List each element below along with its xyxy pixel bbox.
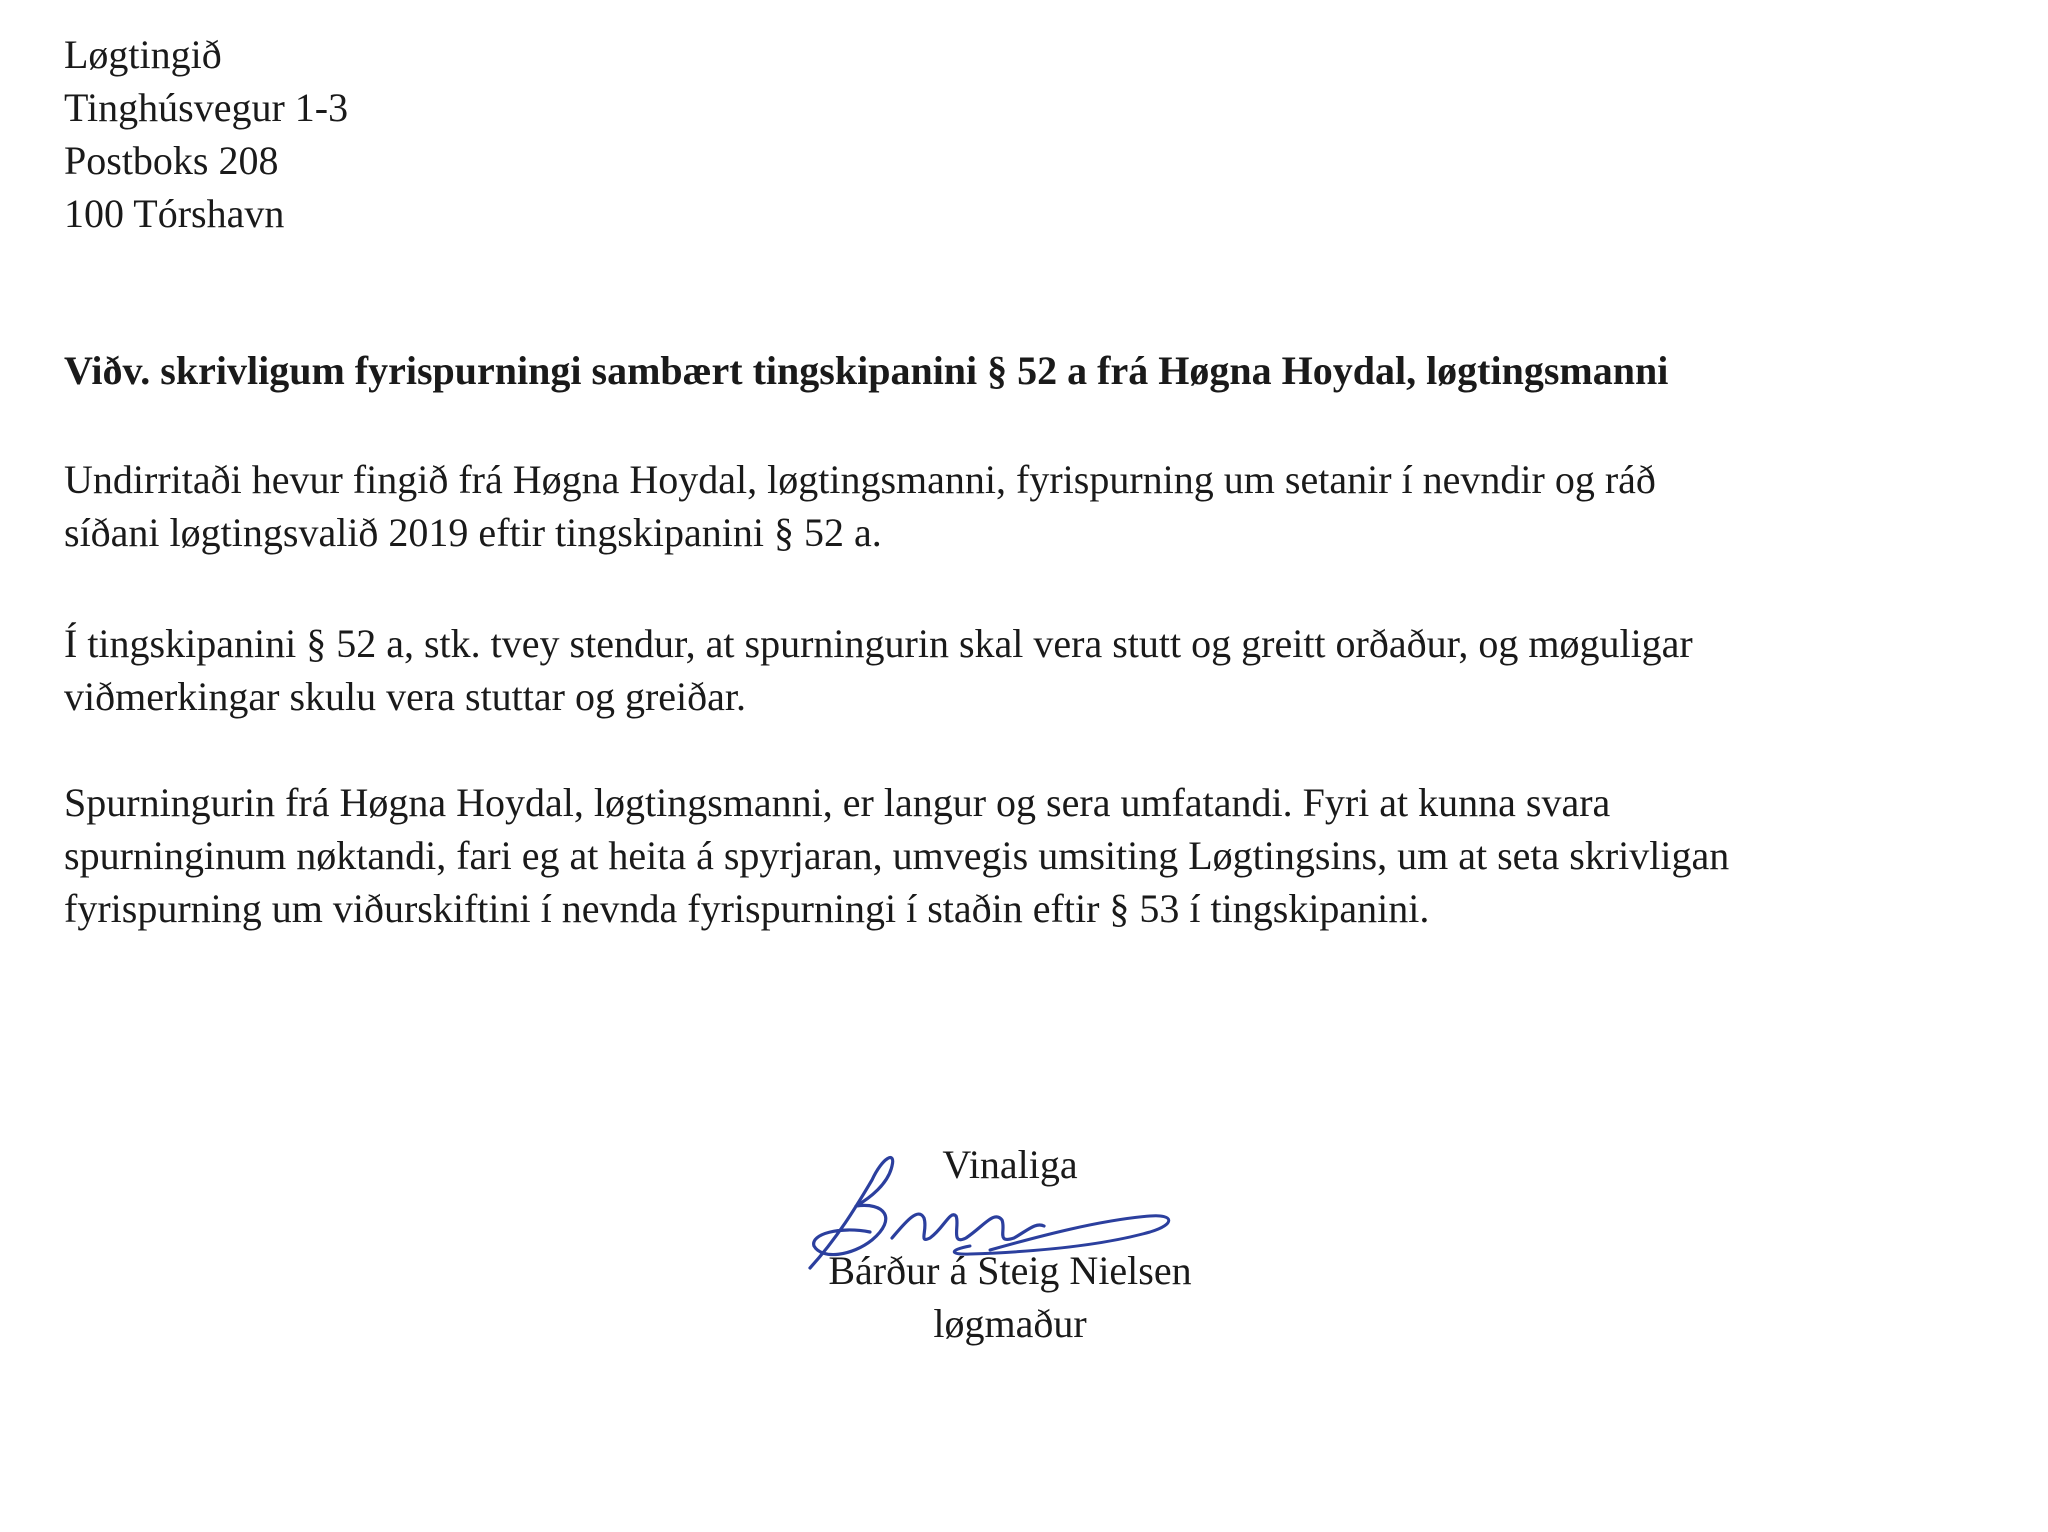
paragraph-line: fyrispurning um viðurskiftini í nevnda fyrispurningi í staðin eftir § 53 í tingskipanini. <box>64 886 1430 931</box>
paragraph-line: Spurningurin frá Høgna Hoydal, løgtingsmanni, er langur og sera umfatandi. Fyri at kunna svara <box>64 780 1611 825</box>
paragraph-line: Í tingskipanini § 52 a, stk. tvey stendur, at spurningurin skal vera stutt og greitt orðaður, og møguligar <box>64 621 1693 666</box>
handwritten-signature <box>800 1140 1180 1280</box>
signatory-name: Bárður á Steig Nielsen <box>828 1248 1192 1293</box>
signature-stroke <box>810 1158 893 1268</box>
address-line-2: Tinghúsvegur 1-3 <box>64 85 349 130</box>
paragraph-2 <box>64 617 1984 723</box>
letter-subject: Viðv. skrivligum fyrispurningi sambært tingskipanini § 52 a frá Høgna Hoydal, løgtingsmanni <box>64 348 1669 393</box>
address-line-1: Løgtingið <box>64 32 222 77</box>
paragraph-line: spurninginum nøktandi, fari eg at heita á spyrjaran, umvegis umsiting Løgtingsins, um at seta skrivligan <box>64 833 1730 878</box>
paragraph-line: Undirritaði hevur fingið frá Høgna Hoydal, løgtingsmanni, fyrispurning um setanir í nevndir og ráð <box>64 457 1656 502</box>
paragraph-line: síðani løgtingsvalið 2019 eftir tingskipanini § 52 a. <box>64 510 882 555</box>
paragraph-1 <box>64 453 1984 559</box>
recipient-address <box>64 28 348 240</box>
closing-greeting: Vinaliga <box>942 1142 1078 1187</box>
paragraph-3 <box>64 776 1984 935</box>
address-line-3: Postboks 208 <box>64 138 279 183</box>
signature-stroke <box>892 1214 1044 1240</box>
address-line-4: 100 Tórshavn <box>64 191 285 236</box>
paragraph-line: viðmerkingar skulu vera stuttar og greiðar. <box>64 674 747 719</box>
signatory-title: løgmaður <box>933 1301 1087 1346</box>
